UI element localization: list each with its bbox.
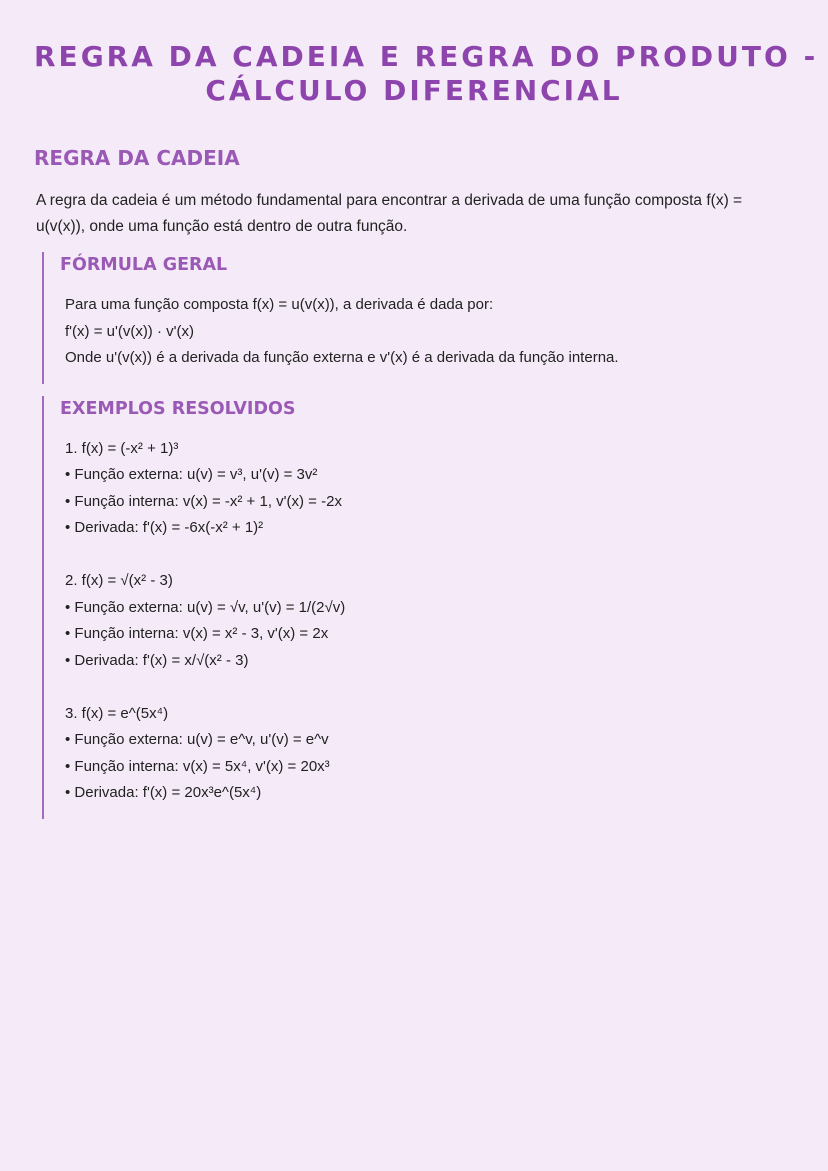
example-external: • Função externa: u(v) = e^v, u'(v) = e^v [65, 731, 329, 748]
example-spacer [65, 674, 794, 701]
examples-body [60, 436, 794, 807]
document-title-line-2: CÁLCULO DIFERENCIAL [205, 74, 623, 107]
example-internal: • Função interna: v(x) = x² - 3, v'(x) = 2x [65, 625, 329, 642]
formula-body [60, 292, 794, 372]
examples-heading: EXEMPLOS RESOLVIDOS [60, 398, 296, 419]
formula-block [42, 252, 794, 384]
formula-line: Onde u'(v(x)) é a derivada da função externa e v'(x) é a derivada da função interna. [65, 349, 619, 366]
examples-block [42, 396, 794, 819]
example-title: 1. f(x) = (-x² + 1)³ [65, 439, 179, 457]
example-title: 3. f(x) = e^(5x⁴) [65, 704, 169, 722]
formula-line: Para uma função composta f(x) = u(v(x)), a derivada é dada por: [65, 296, 494, 313]
example-external: • Função externa: u(v) = v³, u'(v) = 3v² [65, 466, 318, 483]
example-derivative: • Derivada: f'(x) = 20x³e^(5x⁴) [65, 784, 262, 801]
example-internal: • Função interna: v(x) = 5x⁴, v'(x) = 20x³ [65, 757, 330, 775]
formula-line: f'(x) = u'(v(x)) · v'(x) [65, 322, 194, 340]
example-derivative: • Derivada: f'(x) = x/√(x² - 3) [65, 651, 249, 669]
section-intro: A regra da cadeia é um método fundamental para encontrar a derivada de uma função composta f(x) = u(v(x)), onde uma função está dentro de outra função. [36, 192, 743, 235]
document-title [34, 40, 819, 108]
example-external: • Função externa: u(v) = √v, u'(v) = 1/(2√v) [65, 598, 346, 616]
example-title: 2. f(x) = √(x² - 3) [65, 572, 173, 589]
example-internal: • Função interna: v(x) = -x² + 1, v'(x) = -2x [65, 492, 342, 510]
example-spacer [65, 542, 794, 569]
formula-heading: FÓRMULA GERAL [60, 255, 228, 275]
document-title-line-1: REGRA DA CADEIA E REGRA DO PRODUTO - [34, 40, 819, 73]
example-derivative: • Derivada: f'(x) = -6x(-x² + 1)² [65, 519, 264, 536]
section-heading: REGRA DA CADEIA [34, 146, 240, 170]
